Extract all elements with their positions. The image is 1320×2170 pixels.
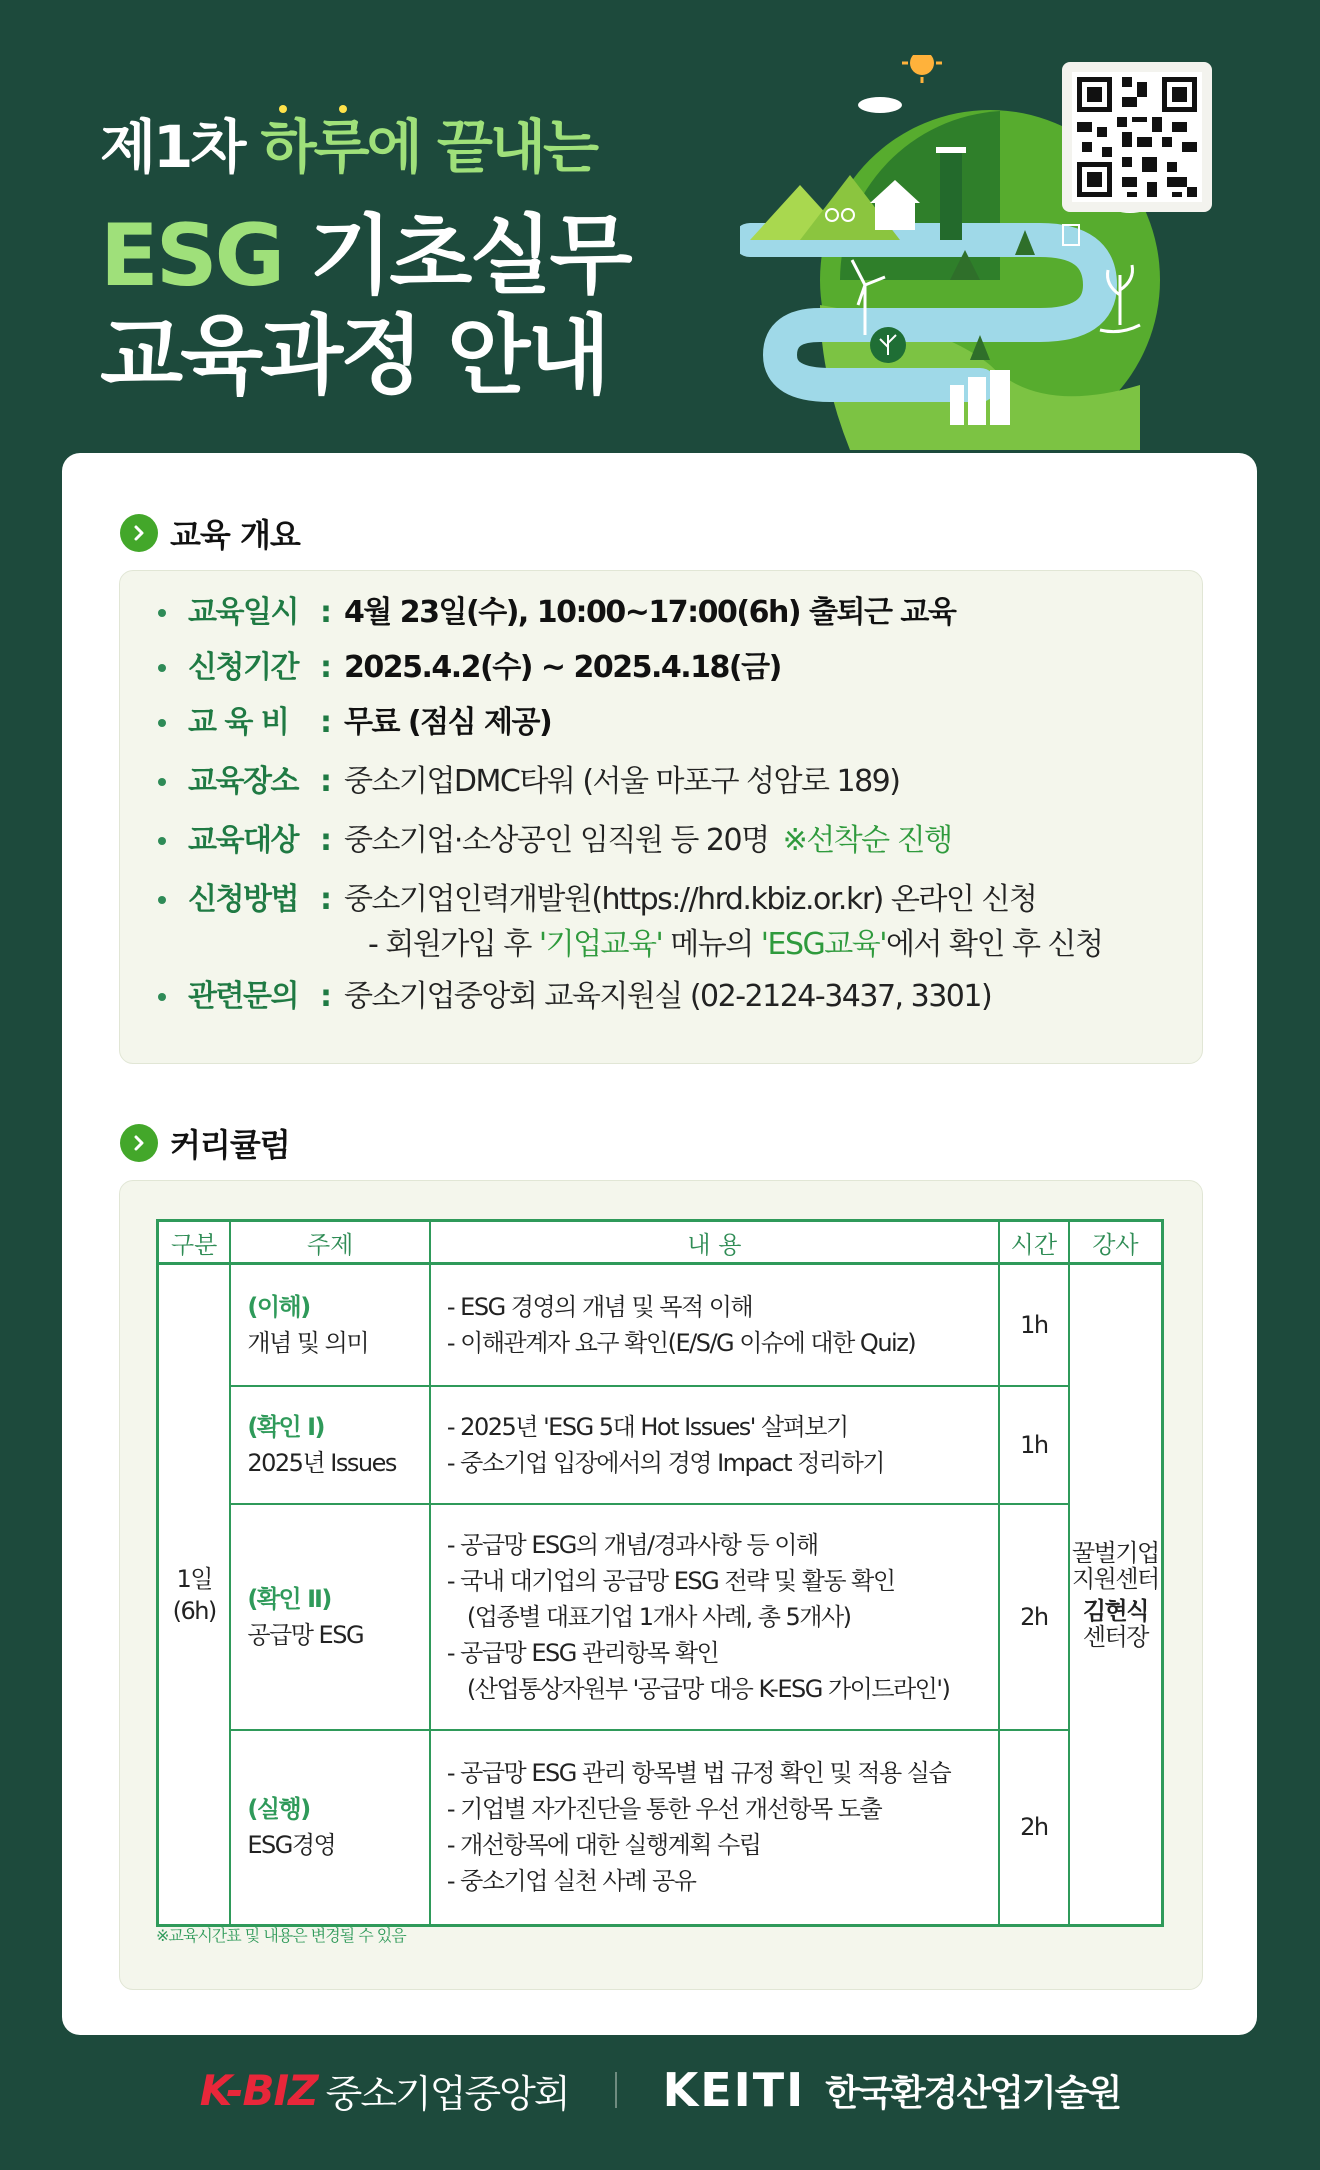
lecturer-name: 김현식 — [1082, 1596, 1148, 1625]
topic-name: 개념 및 의미 — [247, 1328, 369, 1357]
qr-code-icon — [1072, 72, 1202, 202]
content-line: - ESG 경영의 개념 및 목적 이해 — [446, 1292, 753, 1321]
info-label: 신청방법 — [188, 882, 298, 917]
method-sub-text: 메뉴의 — [662, 927, 761, 962]
title-area — [100, 100, 630, 408]
title-highlight-text: 하루에 끝내는 — [260, 113, 596, 181]
emphasis-dot — [279, 105, 287, 113]
sun-icon — [902, 55, 942, 83]
curriculum-section-header — [120, 1120, 290, 1166]
day-label: 1일 — [176, 1564, 212, 1593]
header-time: 시간 — [999, 1221, 1069, 1264]
info-row-target — [158, 823, 952, 859]
topic-tag: (이해) — [247, 1292, 310, 1321]
day-hours: (6h) — [172, 1596, 216, 1625]
lecturer-title: 센터장 — [1082, 1622, 1148, 1651]
topic-cell — [230, 1730, 430, 1926]
table-header-row — [158, 1221, 1163, 1264]
content-line: - 공급망 ESG 관리항목 확인 — [446, 1638, 719, 1667]
info-row-contact — [158, 979, 991, 1015]
method-menu-highlight: 'ESG교육' — [760, 927, 886, 962]
footer-logos — [0, 2055, 1320, 2125]
info-method-sub — [368, 919, 1102, 963]
content-line: - 중소기업 실천 사례 공유 — [446, 1867, 696, 1896]
bullet — [158, 705, 172, 713]
info-label: 교 육 비 — [188, 705, 289, 740]
header-content: 내 용 — [430, 1221, 999, 1264]
kbiz-name: 중소기업중앙회 — [325, 2071, 569, 2116]
schedule-change-note: ※교육시간표 및 내용은 변경될 수 있음 — [156, 1926, 406, 1945]
colon: : — [320, 979, 331, 1014]
table-row — [158, 1504, 1163, 1730]
info-row-venue — [158, 764, 899, 800]
colon: : — [320, 882, 331, 917]
content-line: - 이해관계자 요구 확인(E/S/G 이슈에 대한 Quiz) — [446, 1328, 916, 1357]
info-value: 중소기업·소상공인 임직원 등 20명 — [344, 823, 769, 858]
chevron-right-icon — [120, 1124, 158, 1162]
method-menu-highlight: '기업교육' — [538, 927, 663, 962]
colon: : — [320, 705, 331, 740]
curriculum-box — [119, 1180, 1203, 1990]
content-line: - 중소기업 입장에서의 경영 Impact 정리하기 — [446, 1448, 884, 1477]
info-label: 신청기간 — [188, 650, 298, 685]
qr-code[interactable] — [1062, 62, 1212, 212]
content-line: (산업통상자원부 '공급망 대응 K-ESG 가이드라인') — [466, 1674, 950, 1703]
title-main: 기초실무 — [309, 206, 630, 306]
content-line: - 국내 대기업의 공급망 ESG 전략 및 활동 확인 — [446, 1566, 895, 1595]
topic-cell — [230, 1504, 430, 1730]
colon: : — [320, 650, 331, 685]
title-line3: 교육과정 안내 — [100, 306, 608, 406]
content-line: - 공급망 ESG의 개념/경과사항 등 이해 — [446, 1530, 818, 1559]
topic-tag: (확인 Ⅰ) — [247, 1412, 324, 1441]
header-topic: 주제 — [230, 1221, 430, 1264]
bullet — [158, 650, 172, 658]
content-cell — [430, 1386, 999, 1504]
chevron-right-icon — [120, 514, 158, 552]
first-come-note: ※선착순 진행 — [782, 823, 952, 858]
topic-name: 2025년 Issues — [247, 1448, 396, 1477]
header-lecturer: 강사 — [1069, 1221, 1163, 1264]
lecturer-cell — [1069, 1264, 1163, 1926]
topic-name: 공급망 ESG — [247, 1620, 364, 1649]
table-row — [158, 1264, 1163, 1386]
content-cell — [430, 1730, 999, 1926]
info-value: 무료 (점심 제공) — [344, 705, 552, 740]
table-row — [158, 1730, 1163, 1926]
overview-title: 교육 개요 — [170, 516, 300, 554]
curriculum-table — [156, 1219, 1164, 1927]
title-highlight — [261, 113, 596, 181]
info-value: 4월 23일(수), 10:00~17:00(6h) 출퇴근 교육 — [344, 595, 956, 630]
colon: : — [320, 764, 331, 799]
colon: : — [320, 595, 331, 630]
bullet — [158, 882, 172, 890]
content-line: - 기업별 자가진단을 통한 우선 개선항목 도출 — [446, 1795, 882, 1824]
title-line2 — [100, 208, 630, 304]
keiti-name: 한국환경산업기술원 — [825, 2072, 1121, 2114]
kbiz-logo[interactable]: K-BIZ — [199, 2065, 318, 2115]
overview-section-header — [120, 510, 300, 556]
topic-cell — [230, 1386, 430, 1504]
day-cell — [158, 1264, 231, 1926]
method-sub-text: 에서 확인 후 신청 — [885, 927, 1103, 962]
bullet — [158, 764, 172, 772]
bullet — [158, 823, 172, 831]
table-row — [158, 1386, 1163, 1504]
content-line: (업종별 대표기업 1개사 사례, 총 5개사) — [466, 1602, 851, 1631]
lecturer-org: 꿀벌기업 — [1072, 1538, 1159, 1567]
hours-cell: 1h — [999, 1386, 1069, 1504]
method-sub-text: - 회원가입 후 — [368, 927, 539, 962]
info-label: 관련문의 — [188, 979, 298, 1014]
info-label: 교육일시 — [188, 595, 298, 630]
content-line: - 공급망 ESG 관리 항목별 법 규정 확인 및 적용 실습 — [446, 1759, 951, 1788]
header-category: 구분 — [158, 1221, 231, 1264]
hours-cell: 2h — [999, 1730, 1069, 1926]
curriculum-title: 커리큘럼 — [170, 1126, 290, 1164]
footer-divider — [615, 2072, 617, 2108]
info-value: 중소기업중앙회 교육지원실 (02-2124-3437, 3301) — [344, 979, 992, 1014]
bullet — [158, 979, 172, 987]
info-value: 중소기업DMC타워 (서울 마포구 성암로 189) — [344, 764, 900, 799]
topic-tag: (실행) — [247, 1795, 310, 1824]
hours-cell: 1h — [999, 1264, 1069, 1386]
info-card — [62, 453, 1257, 2035]
topic-cell — [230, 1264, 430, 1386]
info-row-period — [158, 650, 781, 686]
bullet — [158, 595, 172, 603]
topic-tag: (확인 Ⅱ) — [247, 1584, 331, 1613]
overview-box — [119, 570, 1203, 1064]
emphasis-dot — [339, 105, 347, 113]
info-row-date — [158, 595, 955, 631]
keiti-logo[interactable]: KEITI — [662, 2063, 806, 2117]
info-value[interactable]: 중소기업인력개발원(https://hrd.kbiz.or.kr) 온라인 신청 — [344, 882, 1037, 917]
info-row-method — [158, 882, 1036, 918]
title-prefix: 제1차 — [100, 113, 244, 181]
hours-cell: 2h — [999, 1504, 1069, 1730]
content-line: - 개선항목에 대한 실행계획 수립 — [446, 1831, 761, 1860]
topic-name: ESG경영 — [247, 1831, 336, 1860]
title-line1 — [100, 100, 630, 184]
info-label: 교육장소 — [188, 764, 298, 799]
lecturer-org: 지원센터 — [1072, 1564, 1159, 1593]
content-line: - 2025년 'ESG 5대 Hot Issues' 살펴보기 — [446, 1412, 848, 1441]
info-label: 교육대상 — [188, 823, 298, 858]
title-esg: ESG — [100, 206, 283, 306]
content-cell — [430, 1264, 999, 1386]
content-cell — [430, 1504, 999, 1730]
colon: : — [320, 823, 331, 858]
info-value: 2025.4.2(수) ~ 2025.4.18(금) — [344, 650, 781, 685]
info-row-fee — [158, 705, 551, 741]
